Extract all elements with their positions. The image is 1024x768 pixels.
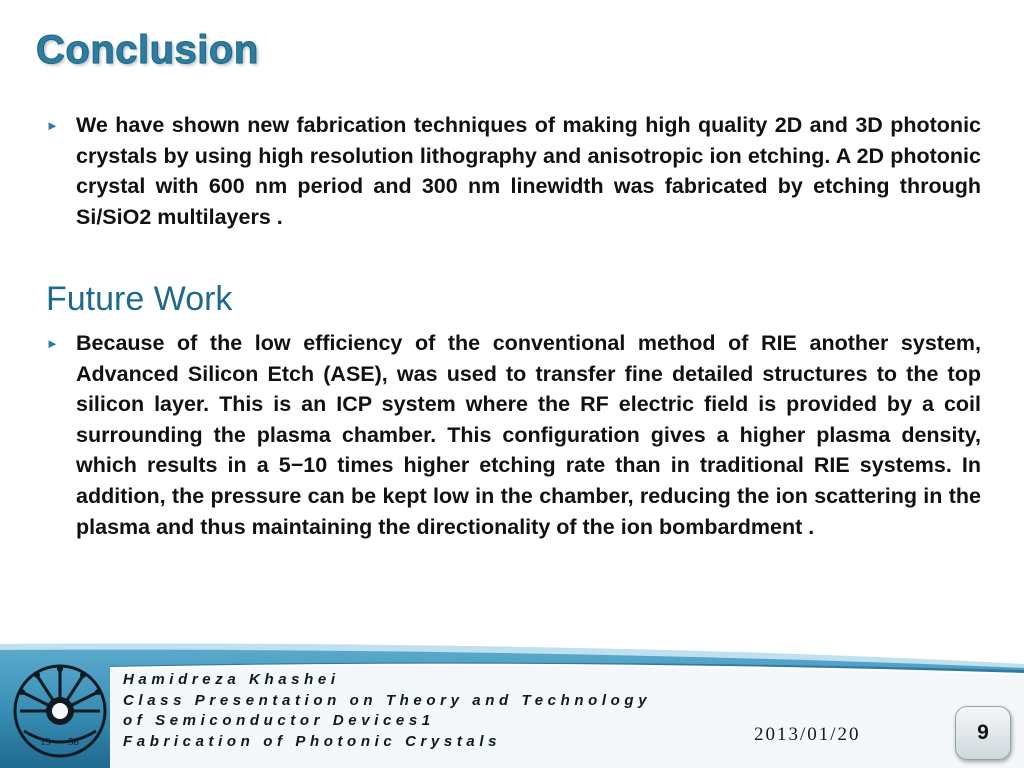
- university-logo-icon: [10, 661, 110, 761]
- footer-date: 2013/01/20: [754, 724, 861, 745]
- future-work-heading: Future Work: [46, 280, 233, 318]
- footer-credits: [123, 670, 651, 752]
- footer-author: Hamidreza Khashei: [123, 671, 340, 688]
- logo-year-left: 19: [40, 736, 51, 748]
- footer-course-line-2: of Semiconductor Devices1: [123, 712, 435, 729]
- footer-course-line: Class Presentation on Theory and Technology: [123, 691, 652, 709]
- slide-title: Conclusion: [36, 28, 259, 72]
- page-number-badge: [955, 706, 1011, 760]
- page-number: 9: [977, 721, 989, 744]
- future-work-bullet: [46, 328, 981, 542]
- triangle-right-icon: ►: [46, 336, 59, 351]
- conclusion-text: We have shown new fabrication techniques of making high quality 2D and 3D photonic crystals by using high resolution lithography and anisotropic ion etching. A 2D photonic crystal with 600 nm period and 300 nm linewidth was fabricated by etching through Si/SiO2 multilayers .: [76, 113, 981, 229]
- future-work-text: Because of the low efficiency of the conventional method of RIE another system, Advanced Silicon Etch (ASE), was used to transfer fine detailed structures to the top silicon layer. This is an ICP system where the RF electric field is provided by a coil surrounding the plasma chamber. This configuration gives a higher plasma density, which results in a 5−10 times higher etching rate than in traditional RIE systems. In addition, the pressure can be kept low in the chamber, reducing the ion scattering in the plasma and thus maintaining the directionality of the ion bombardment .: [76, 331, 981, 539]
- footer-topic: Fabrication of Photonic Crystals: [123, 732, 502, 750]
- conclusion-bullet: [46, 110, 981, 232]
- logo-year-right: 58: [68, 736, 79, 748]
- triangle-right-icon: ►: [46, 118, 59, 133]
